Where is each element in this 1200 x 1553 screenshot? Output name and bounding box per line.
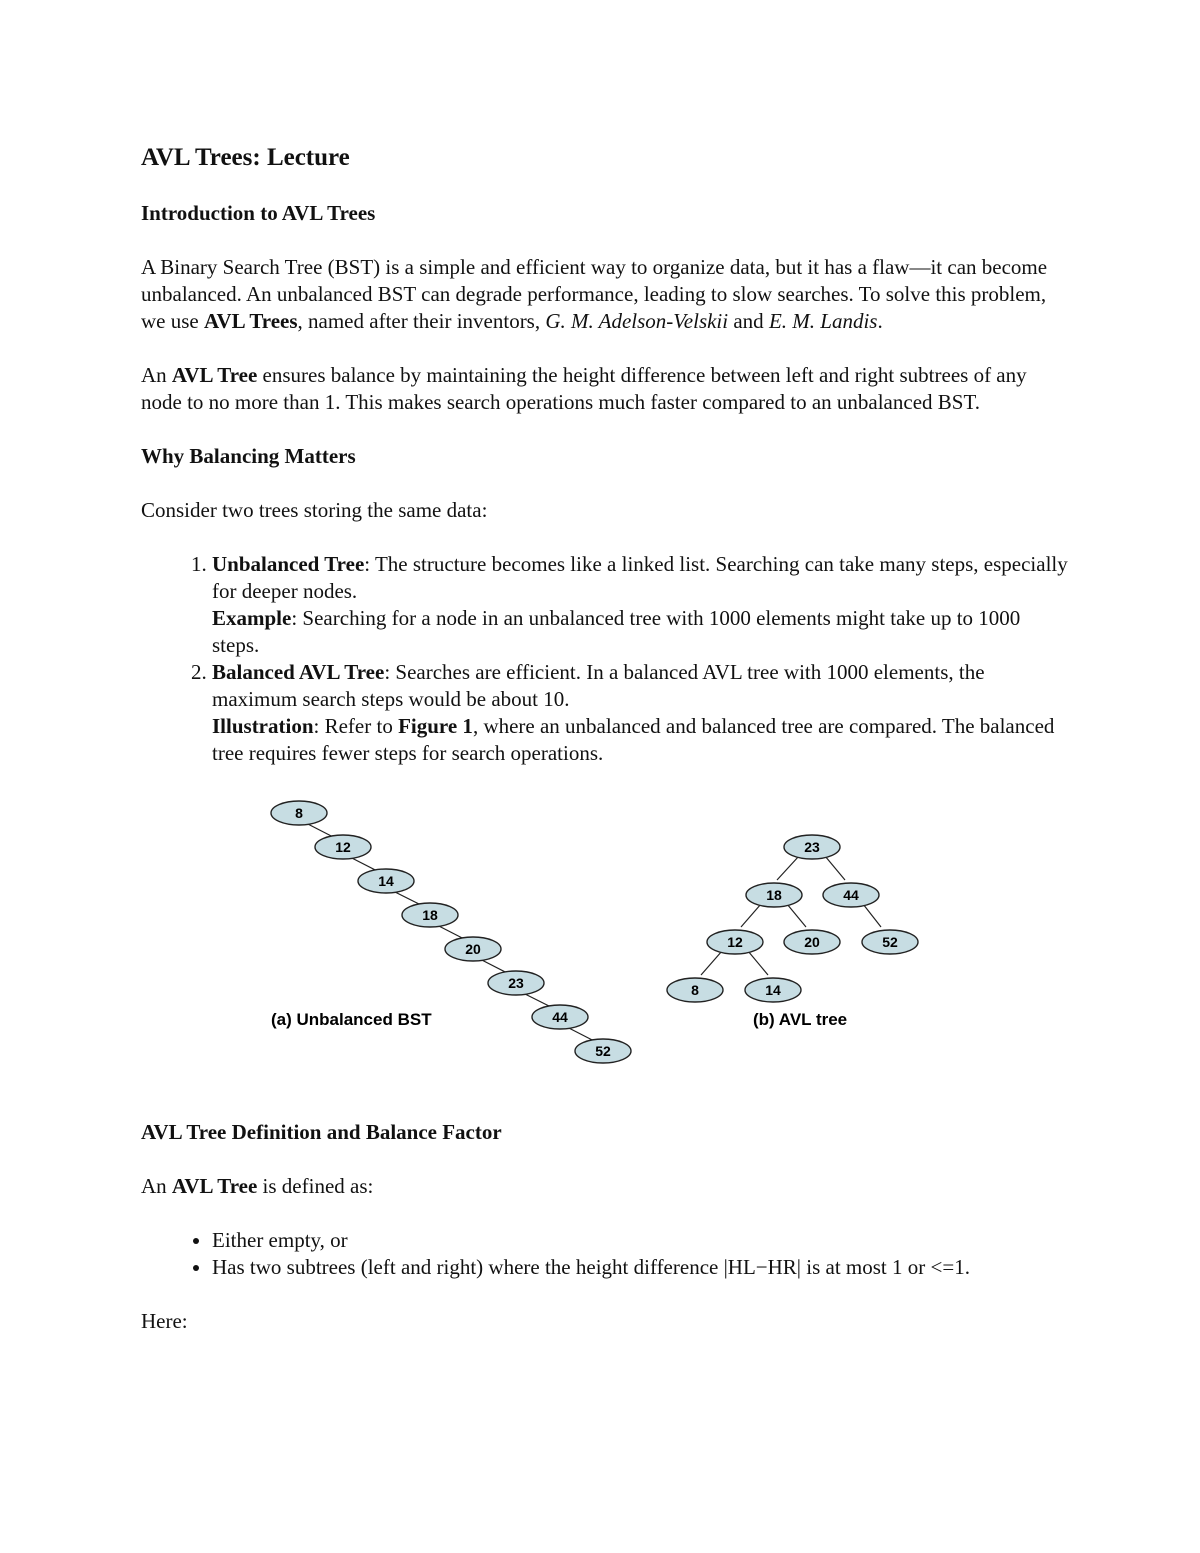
bold-term: AVL Tree xyxy=(171,1174,258,1198)
bold-term: AVL Tree xyxy=(171,363,258,387)
text-run: is defined as: xyxy=(257,1174,374,1198)
why-heading: Why Balancing Matters xyxy=(141,444,356,468)
node-label: 23 xyxy=(804,839,820,855)
node-label: 23 xyxy=(508,975,524,991)
node-label: 52 xyxy=(882,934,898,950)
inventor-name: G. M. Adelson-Velskii xyxy=(545,309,729,333)
text-run: An xyxy=(141,363,172,387)
document-content xyxy=(141,143,1071,1362)
list-item xyxy=(212,551,1071,659)
avl-nodes xyxy=(667,835,918,1002)
caption-avl: (b) AVL tree xyxy=(753,1010,848,1029)
bold-term: AVL Trees xyxy=(203,309,298,333)
intro-paragraph-2 xyxy=(141,362,1071,416)
avl-node xyxy=(707,930,763,954)
node-label: 14 xyxy=(765,982,781,998)
page-title: AVL Trees: Lecture xyxy=(141,144,350,171)
avl-node xyxy=(746,883,802,907)
bold-term: Unbalanced Tree xyxy=(212,552,365,576)
node-label: 12 xyxy=(335,839,351,855)
edge xyxy=(825,856,845,880)
definition-list xyxy=(141,1227,1071,1281)
why-lead: Consider two trees storing the same data: xyxy=(141,498,488,522)
definition-heading: AVL Tree Definition and Balance Factor xyxy=(141,1120,502,1144)
edge xyxy=(741,904,761,927)
bst-node xyxy=(575,1039,631,1063)
avl-edges xyxy=(701,856,881,975)
caption-unbalanced: (a) Unbalanced BST xyxy=(271,1010,432,1029)
figure-1 xyxy=(141,783,1071,1105)
inventor-name: E. M. Landis xyxy=(768,309,878,333)
node-label: 12 xyxy=(727,934,743,950)
avl-node xyxy=(784,930,840,954)
node-label: 20 xyxy=(465,941,481,957)
edge xyxy=(748,951,768,975)
list-item xyxy=(212,659,1071,767)
node-label: 20 xyxy=(804,934,820,950)
bst-node xyxy=(358,869,414,893)
text-run: : Searches are efficient. In a balanced AVL tree with 1000 elements, the maximum search steps would be about 10. xyxy=(212,660,985,711)
text-run: . xyxy=(877,309,883,333)
bst-node xyxy=(315,835,371,859)
node-label: 14 xyxy=(378,873,394,889)
text-run: ensures balance by maintaining the height difference between left and right subtrees of any node to no more than 1. This makes search operations much faster compared to an unbalanced BST. xyxy=(141,363,1027,414)
node-label: 18 xyxy=(766,887,782,903)
avl-node xyxy=(862,930,918,954)
tree-diagram xyxy=(261,783,921,1105)
edge xyxy=(863,904,881,927)
avl-node xyxy=(823,883,879,907)
intro-paragraph-1 xyxy=(141,254,1071,335)
edge xyxy=(777,856,799,880)
node-label: 44 xyxy=(552,1009,568,1025)
text-run: : The structure becomes like a linked list. Searching can take many steps, especially for deeper nodes. xyxy=(212,552,1068,603)
text-run: A Binary Search Tree (BST) is a simple and efficient way to organize data, but it has a flaw—it can become unbalanced. An unbalanced BST can degrade performance, leading to slow searches. To solve this problem, we use xyxy=(141,255,1048,333)
text-run: An xyxy=(141,1174,172,1198)
bold-term: Balanced AVL Tree xyxy=(212,660,385,684)
avl-node xyxy=(667,978,723,1002)
definition-lead xyxy=(141,1173,1071,1200)
text-run: : Refer to xyxy=(313,714,399,738)
node-label: 44 xyxy=(843,887,859,903)
text-run: : Searching for a node in an unbalanced tree with 1000 elements might take up to 1000 steps. xyxy=(212,606,1021,657)
comparison-list xyxy=(141,551,1071,767)
here-label: Here: xyxy=(141,1309,188,1333)
bst-node xyxy=(402,903,458,927)
bst-node xyxy=(445,937,501,961)
intro-heading: Introduction to AVL Trees xyxy=(141,201,376,225)
bold-term: Figure 1 xyxy=(398,714,473,738)
node-label: 52 xyxy=(595,1043,611,1059)
bold-term: Example xyxy=(212,606,292,630)
text-run: , where an unbalanced and balanced tree are compared. The balanced tree requires fewer steps for search operations. xyxy=(212,714,1055,765)
node-label: 8 xyxy=(691,982,699,998)
text-run: and xyxy=(728,309,769,333)
edge xyxy=(787,904,806,927)
list-item: • Either empty, or xyxy=(212,1227,1071,1254)
node-label: 8 xyxy=(295,805,303,821)
bst-node xyxy=(532,1005,588,1029)
avl-node xyxy=(784,835,840,859)
edge xyxy=(701,951,722,975)
bold-term: Illustration xyxy=(212,714,314,738)
node-label: 18 xyxy=(422,907,438,923)
text-run: , named after their inventors, xyxy=(297,309,546,333)
bst-node xyxy=(271,801,327,825)
avl-node xyxy=(745,978,801,1002)
list-item: • Has two subtrees (left and right) where the height difference |HL−HR| is at most 1 or <=1. xyxy=(212,1254,1071,1281)
bst-node xyxy=(488,971,544,995)
